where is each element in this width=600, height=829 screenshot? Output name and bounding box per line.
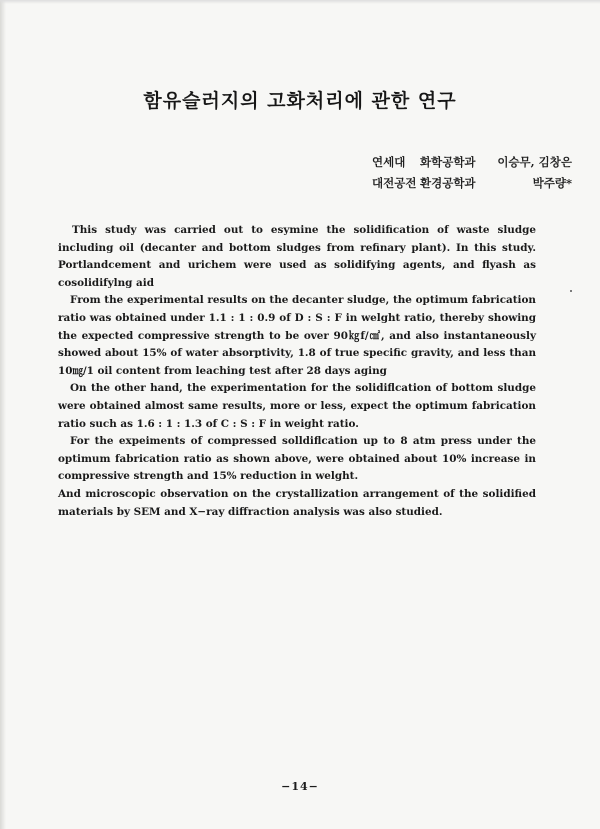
scan-shadow-top xyxy=(0,0,600,4)
affiliation-line-2 xyxy=(372,175,572,191)
affiliation-line-1 xyxy=(372,154,572,170)
affiliation-dept: 환경공학과 xyxy=(420,176,476,190)
scan-speck xyxy=(570,290,572,292)
scan-shadow-left xyxy=(0,0,6,829)
paper-title: 함유슬러지의 고화처리에 관한 연구 xyxy=(143,90,457,112)
affiliation-authors: 박주량* xyxy=(532,176,572,190)
affiliation-org: 연세대 xyxy=(372,155,406,169)
abstract-body xyxy=(58,222,536,521)
abstract-paragraph-5: And microscopic observation on the crystallization arrangement of the solidified materials by SEM and X−ray diffraction analysis was also studied. xyxy=(58,487,536,518)
abstract-paragraph-4: For the expeiments of compressed solldiflcation up to 8 atm press under the optimum fabrication ratio as shown above, were obtained about 10% increase in compressive strength and 15% reduction in welght. xyxy=(58,435,536,483)
affiliation-dept: 화학공학과 xyxy=(420,155,476,169)
page-number: −14− xyxy=(281,780,319,793)
affiliation-authors: 이승무, 김창은 xyxy=(497,155,572,169)
abstract-paragraph-1: This study was carried out to esymine the solidification of waste sludge including oil (decanter and bottom sludges from refinary plant). In this study. Portlandcement and urichem were used as solidifying agents, and flyash as cosolidifylng aid xyxy=(58,224,536,289)
affiliation-org: 대전공전 xyxy=(372,176,417,190)
abstract-paragraph-2: From the experimental results on the decanter sludge, the optimum fabrication ratio was obtained under 1.1 : 1 : 0.9 of D : S : F in welght ratio, thereby showing the expected compressive strength to be over 90㎏f/㎠, and also instantaneously showed about 15% of water absorptivity, 1.8 of true specific gravity, and less than 10㎎/1 oil content from leaching test after 28 days aging xyxy=(58,294,536,377)
abstract-paragraph-3: On the other hand, the experimentation for the solidiflcation of bottom sludge were obtained almost same results, more or less, expect the optimum fabrication ratio such as 1.6 : 1 : 1.3 of C : S : F in weight ratio. xyxy=(58,382,536,430)
